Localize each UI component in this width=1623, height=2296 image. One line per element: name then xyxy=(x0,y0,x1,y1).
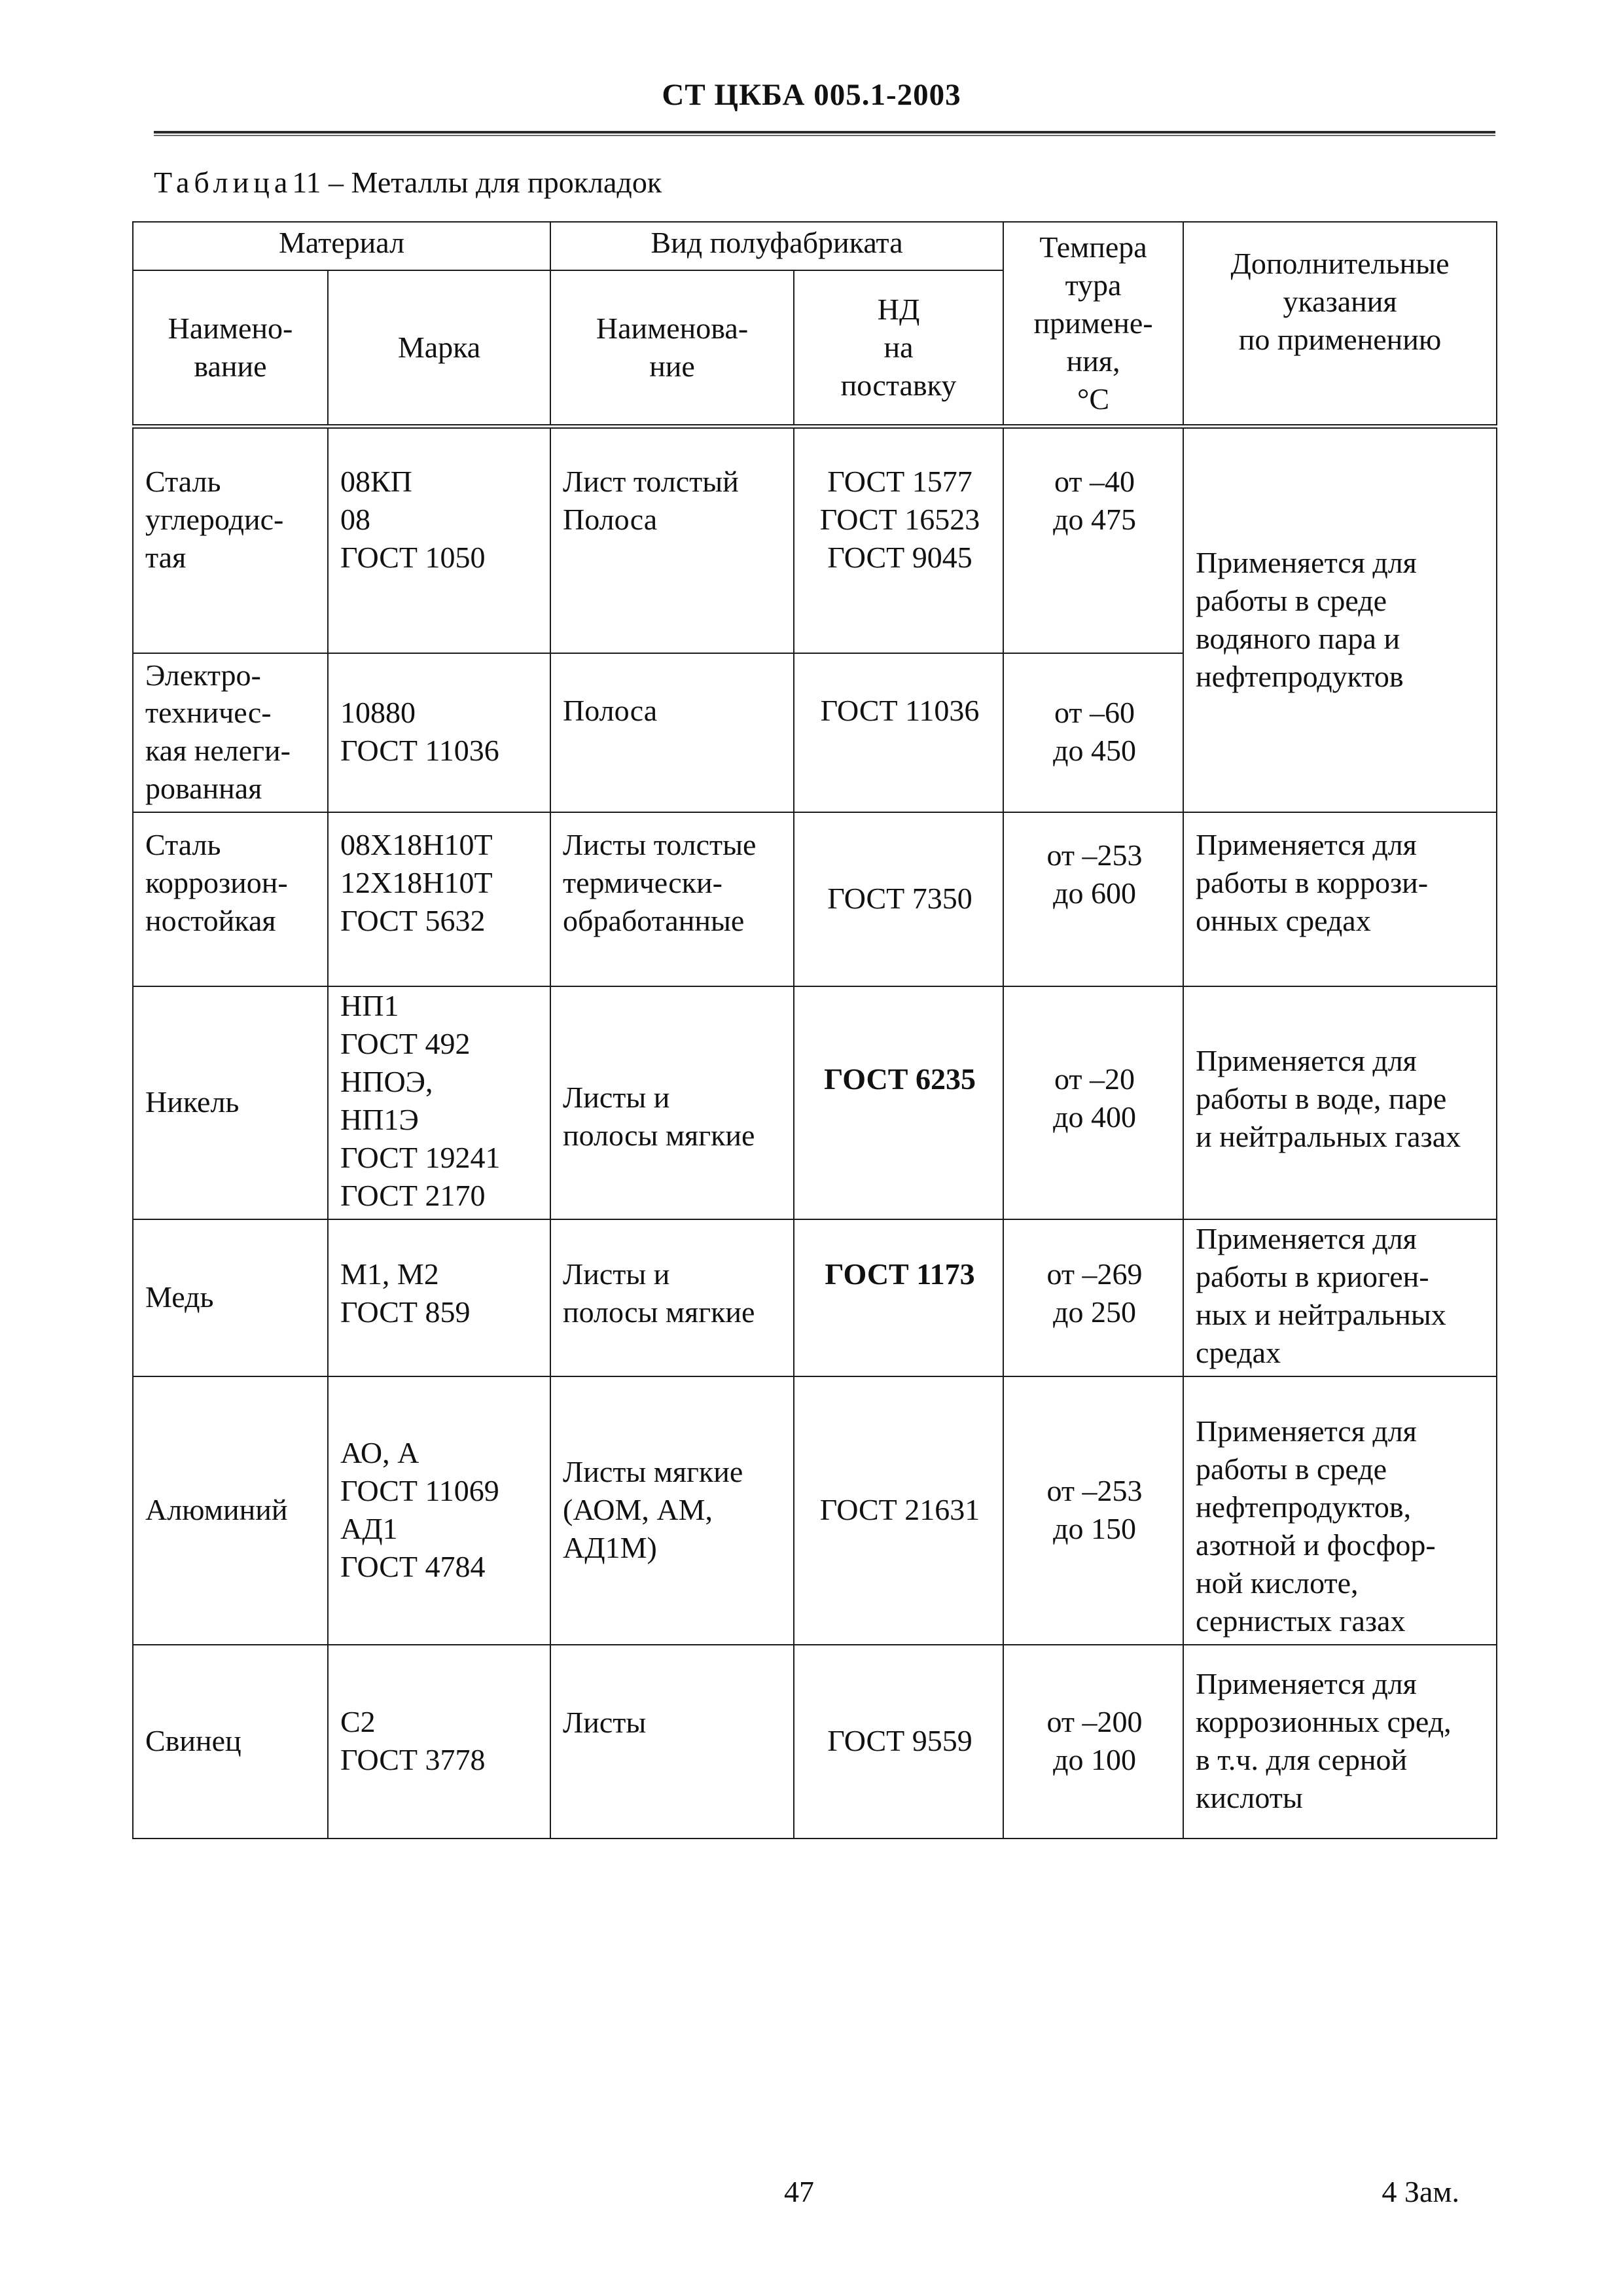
cell-line: ГОСТ 3778 xyxy=(340,1742,486,1776)
cell-line: ГОСТ 492 xyxy=(340,1027,471,1061)
cell-line: от –269 xyxy=(1046,1257,1143,1291)
cell-product xyxy=(550,1219,794,1376)
cell-line: нефтепродуктов, xyxy=(1196,1490,1412,1524)
header-standard-line: поставку xyxy=(840,368,957,402)
cell-line: Листы и xyxy=(563,1257,670,1291)
cell-notes-shared xyxy=(1183,427,1497,813)
cell-line: Применяется для xyxy=(1196,1414,1417,1448)
cell-grade xyxy=(328,427,550,653)
cell-line: Сталь xyxy=(145,828,221,862)
cell-name xyxy=(133,1219,328,1376)
header-temperature-line: °С xyxy=(1077,382,1110,416)
header-standard-line: на xyxy=(883,331,914,365)
cell-line: ГОСТ 6235 xyxy=(824,1062,976,1096)
cell-line: онных средах xyxy=(1196,904,1371,938)
cell-temperature xyxy=(1003,1219,1183,1376)
cell-standard xyxy=(794,812,1003,986)
cell-line: ГОСТ 11069 xyxy=(340,1473,499,1507)
header-product-name xyxy=(550,270,794,427)
cell-grade xyxy=(328,653,550,813)
cell-line: Применяется для xyxy=(1196,1666,1417,1700)
cell-line: Листы и xyxy=(563,1081,670,1115)
cell-line: 10880 xyxy=(340,696,416,730)
cell-line: Применяется для xyxy=(1196,1222,1417,1256)
cell-line: термически- xyxy=(563,866,722,900)
cell-temperature xyxy=(1003,1645,1183,1839)
cell-line: тая xyxy=(145,540,187,574)
cell-line: ностойкая xyxy=(145,904,276,938)
table-caption xyxy=(154,165,662,200)
cell-line: НП1 xyxy=(340,989,399,1023)
cell-line: Алюминий xyxy=(145,1492,288,1526)
cell-line: Лист толстый xyxy=(563,465,739,498)
cell-line: нефтепродуктов xyxy=(1196,659,1404,693)
cell-notes xyxy=(1183,1376,1497,1645)
table-body xyxy=(133,427,1497,1839)
cell-standard xyxy=(794,427,1003,653)
cell-notes xyxy=(1183,986,1497,1219)
cell-line: ной кислоте, xyxy=(1196,1566,1359,1600)
cell-line: АД1 xyxy=(340,1511,398,1545)
header-name-line: Наимено- xyxy=(168,312,293,346)
cell-line: (АОМ, АМ, xyxy=(563,1492,713,1526)
header-notes-line: Дополнительные xyxy=(1230,247,1450,280)
cell-line: Применяется для xyxy=(1196,828,1417,862)
header-rule xyxy=(154,131,1495,136)
cell-name xyxy=(133,1645,328,1839)
cell-standard xyxy=(794,1219,1003,1376)
cell-line: ГОСТ 1173 xyxy=(825,1257,975,1291)
cell-line: работы в среде xyxy=(1196,1452,1387,1486)
cell-line: до 475 xyxy=(1053,502,1136,536)
cell-line: до 400 xyxy=(1053,1100,1136,1134)
cell-line: до 450 xyxy=(1053,734,1136,768)
cell-notes xyxy=(1183,1645,1497,1839)
cell-line: работы в криоген- xyxy=(1196,1259,1429,1293)
cell-line: 12Х18Н10Т xyxy=(340,866,493,900)
header-material: Материал xyxy=(133,222,550,270)
cell-line: ГОСТ 9045 xyxy=(827,540,972,574)
cell-name xyxy=(133,812,328,986)
cell-line: ГОСТ 11036 xyxy=(340,734,499,768)
header-product-name-line: Наименова- xyxy=(596,312,749,346)
header-notes-line: по применению xyxy=(1238,322,1442,356)
cell-line: Медь xyxy=(145,1280,214,1314)
cell-name xyxy=(133,653,328,813)
cell-line: техничес- xyxy=(145,696,272,730)
cell-line: обработанные xyxy=(563,904,745,938)
cell-standard xyxy=(794,1645,1003,1839)
header-standard xyxy=(794,270,1003,427)
header-notes-line: указания xyxy=(1283,284,1397,318)
cell-line: водяного пара и xyxy=(1196,621,1400,655)
cell-line: до 600 xyxy=(1053,876,1136,910)
cell-line: от –253 xyxy=(1046,838,1143,872)
cell-line: от –200 xyxy=(1046,1704,1143,1738)
cell-line: Полоса xyxy=(563,693,658,727)
cell-line: Никель xyxy=(145,1085,240,1119)
cell-grade xyxy=(328,1376,550,1645)
cell-line: и нейтральных газах xyxy=(1196,1120,1461,1154)
cell-line: работы в воде, паре xyxy=(1196,1082,1447,1116)
cell-line: Свинец xyxy=(145,1723,241,1757)
table-row-aluminium xyxy=(133,1376,1497,1645)
cell-name xyxy=(133,986,328,1219)
cell-temperature xyxy=(1003,986,1183,1219)
cell-line: полосы мягкие xyxy=(563,1295,755,1329)
header-row-groups xyxy=(133,222,1497,270)
cell-line: от –40 xyxy=(1054,465,1135,498)
cell-line: в т.ч. для серной xyxy=(1196,1742,1408,1776)
table-row-carbon-steel xyxy=(133,427,1497,653)
cell-line: Сталь xyxy=(145,465,221,498)
cell-line: ных и нейтральных xyxy=(1196,1297,1446,1331)
cell-line: Листы мягкие xyxy=(563,1454,743,1488)
cell-grade xyxy=(328,986,550,1219)
cell-line: Полоса xyxy=(563,502,658,536)
cell-product xyxy=(550,986,794,1219)
cell-grade xyxy=(328,1645,550,1839)
cell-grade xyxy=(328,812,550,986)
cell-line: НПОЭ, xyxy=(340,1065,433,1099)
cell-line: АД1М) xyxy=(563,1530,657,1564)
cell-line: ГОСТ 16523 xyxy=(819,502,980,536)
cell-product xyxy=(550,653,794,813)
cell-product xyxy=(550,1376,794,1645)
header-temperature xyxy=(1003,222,1183,427)
table-row-copper xyxy=(133,1219,1497,1376)
cell-line: рованная xyxy=(145,772,262,806)
cell-line: до 150 xyxy=(1053,1511,1136,1545)
cell-notes xyxy=(1183,1219,1497,1376)
cell-line: ГОСТ 1050 xyxy=(340,540,486,574)
table-row-nickel xyxy=(133,986,1497,1219)
revision-note: 4 Зам. xyxy=(1382,2175,1459,2208)
caption-text: – Металлы для прокладок xyxy=(321,166,662,199)
caption-number: 11 xyxy=(292,166,321,199)
cell-line: ГОСТ 9559 xyxy=(827,1723,972,1757)
metals-table xyxy=(132,221,1497,1839)
cell-product xyxy=(550,812,794,986)
header-product-type: Вид полуфабриката xyxy=(550,222,1003,270)
document-code: СТ ЦКБА 005.1-2003 xyxy=(662,78,961,112)
cell-notes xyxy=(1183,812,1497,986)
header-product-name-line: ние xyxy=(649,350,695,383)
header-name-line: вание xyxy=(194,350,267,383)
cell-line: 08Х18Н10Т xyxy=(340,828,493,862)
header-standard-line: НД xyxy=(877,293,920,327)
cell-temperature xyxy=(1003,427,1183,653)
page-number: 47 xyxy=(784,2175,814,2208)
cell-line: кислоты xyxy=(1196,1780,1303,1814)
cell-temperature xyxy=(1003,812,1183,986)
header-temperature-line: примене- xyxy=(1033,306,1153,340)
cell-line: Листы xyxy=(563,1705,647,1739)
cell-line: ГОСТ 19241 xyxy=(340,1141,501,1175)
cell-line: до 100 xyxy=(1053,1742,1136,1776)
header-name xyxy=(133,270,328,427)
header-temperature-line: тура xyxy=(1065,268,1122,302)
cell-line: ГОСТ 11036 xyxy=(820,693,980,727)
cell-line: средах xyxy=(1196,1335,1281,1369)
cell-line: ГОСТ 1577 xyxy=(827,465,972,498)
table-header xyxy=(133,222,1497,427)
cell-line: коррозионных сред, xyxy=(1196,1704,1452,1738)
header-temperature-line: ния, xyxy=(1066,344,1120,378)
cell-name xyxy=(133,1376,328,1645)
table-row-stainless-steel xyxy=(133,812,1497,986)
cell-line: ГОСТ 859 xyxy=(340,1295,471,1329)
cell-standard xyxy=(794,653,1003,813)
cell-line: кая нелеги- xyxy=(145,734,291,768)
cell-product xyxy=(550,1645,794,1839)
cell-temperature xyxy=(1003,1376,1183,1645)
cell-line: до 250 xyxy=(1053,1295,1136,1329)
cell-line: ГОСТ 7350 xyxy=(827,882,972,916)
cell-line: М1, М2 xyxy=(340,1257,439,1291)
cell-line: азотной и фосфор- xyxy=(1196,1528,1436,1562)
cell-line: от –20 xyxy=(1054,1062,1135,1096)
header-notes xyxy=(1183,222,1497,427)
cell-line: ГОСТ 5632 xyxy=(340,904,486,938)
cell-line: 08 xyxy=(340,502,370,536)
cell-line: Электро- xyxy=(145,658,261,692)
cell-line: углеродис- xyxy=(145,502,284,536)
cell-standard xyxy=(794,986,1003,1219)
cell-line: Применяется для xyxy=(1196,545,1417,579)
table-row-lead xyxy=(133,1645,1497,1839)
header-grade: Марка xyxy=(328,270,550,427)
cell-line: от –60 xyxy=(1054,696,1135,730)
cell-temperature xyxy=(1003,653,1183,813)
cell-standard xyxy=(794,1376,1003,1645)
cell-line: 08КП xyxy=(340,465,412,498)
caption-prefix: Таблица xyxy=(154,166,293,199)
cell-name xyxy=(133,427,328,653)
header-temperature-line: Темпера xyxy=(1039,230,1147,264)
cell-line: работы в среде xyxy=(1196,583,1387,617)
cell-line: работы в коррози- xyxy=(1196,866,1429,900)
cell-line: Применяется для xyxy=(1196,1044,1417,1078)
cell-line: от –253 xyxy=(1046,1473,1143,1507)
cell-line: АО, А xyxy=(340,1435,419,1469)
cell-line: НП1Э xyxy=(340,1103,419,1137)
cell-grade xyxy=(328,1219,550,1376)
cell-line: коррозион- xyxy=(145,866,288,900)
cell-line: ГОСТ 2170 xyxy=(340,1179,486,1213)
cell-line: ГОСТ 4784 xyxy=(340,1549,486,1583)
cell-product xyxy=(550,427,794,653)
cell-line: Листы толстые xyxy=(563,828,757,862)
cell-line: ГОСТ 21631 xyxy=(819,1492,980,1526)
cell-line: полосы мягкие xyxy=(563,1119,755,1153)
cell-line: сернистых газах xyxy=(1196,1604,1406,1638)
cell-line: С2 xyxy=(340,1704,376,1738)
